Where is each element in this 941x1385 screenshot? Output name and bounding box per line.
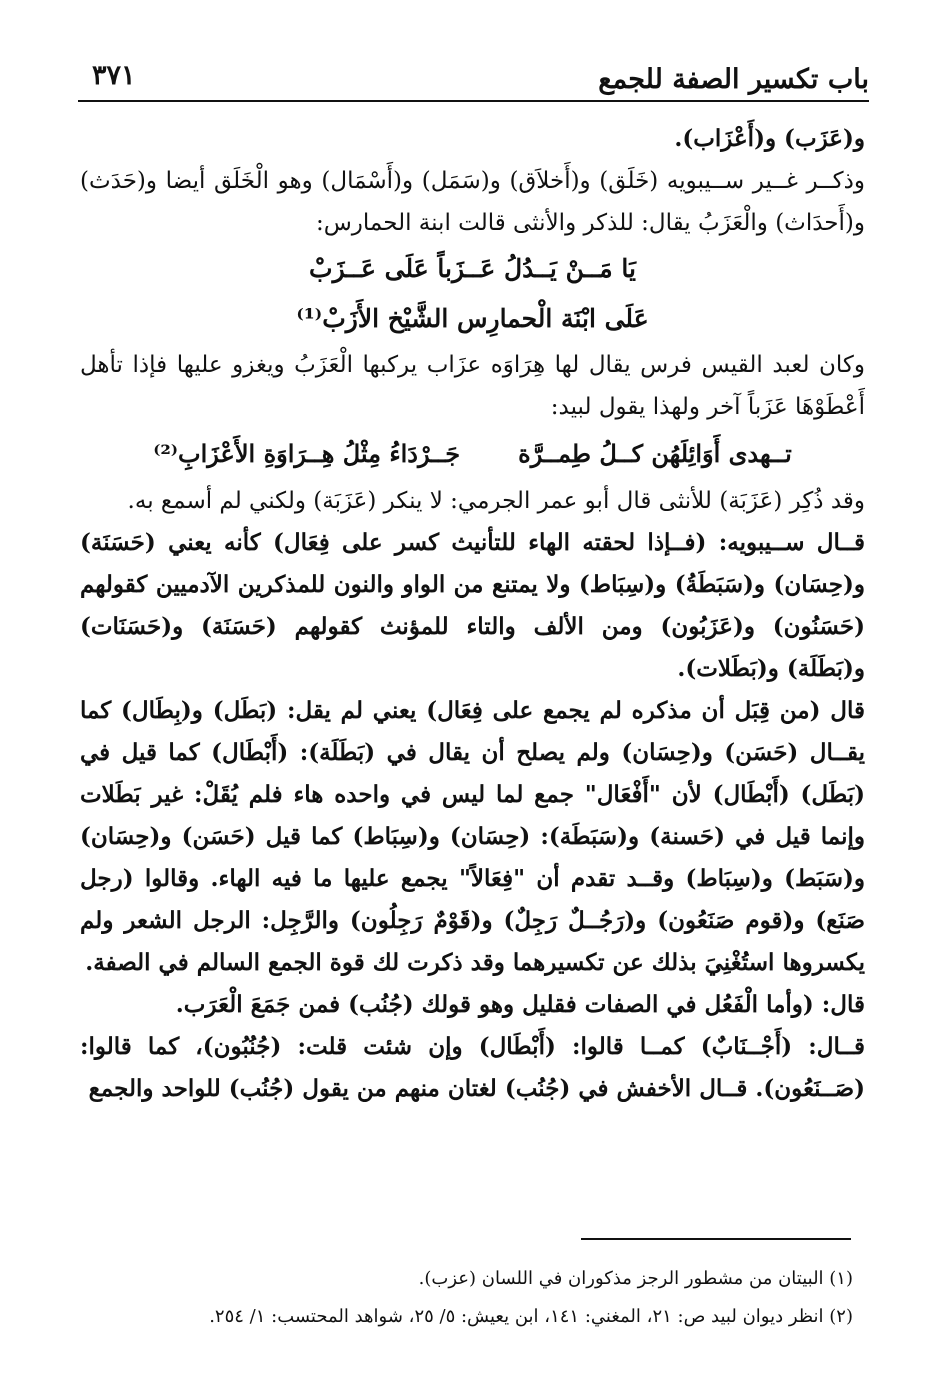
verse-2-first-hemistich: تــهدى أَوَائِلَهُن كــلُ طِمــرَّة — [518, 439, 792, 468]
paragraph-2: وذكــر غــير ســيبويه (خَلَق) و(أَخلاَق) و(سَمَل) و(أَسْمَال) وهو الْخَلَق أيضا و(حَدَث) و(أَحدَاث) والْعَزَبُ يقال: للذكر والأنثى قالت ابنة الحمارس: — [80, 168, 865, 236]
main-text — [80, 118, 865, 1110]
page-number: ٣٧١ — [92, 60, 136, 91]
paragraph-4: وقد ذُكِر (عَزَبَة) للأنثى قال أبو عمر الجرمي: لا ينكر (عَزَبَة) ولكني لم أسمع به. — [127, 488, 865, 514]
paragraph-8: قــال: (أَجْــنَابٌ) كمــا قالوا: (أَبْطَال) وإن شئت قلت: (جُنُبُون)، كما قالوا: (صَــنَعُون). قــال الأخفش في (جُنُب) لغتان منهم من يقول (جُنُب) للواحد والجمع — [80, 1033, 865, 1102]
page-header — [78, 50, 869, 102]
footnotes — [80, 1260, 853, 1336]
verse-2 — [80, 428, 865, 480]
verse-1-line-1: يَا مَــنْ يَــدُلُ عَــزَباً عَلَى عَــزَبْ — [309, 254, 636, 283]
paragraph-7: قال: (وأما الْفَعُل في الصفات فقليل وهو قولك (جُنُب) فمن جَمَعَ الْعَرَب. — [175, 991, 865, 1018]
footnote-1: (١) البيتان من مشطور الرجز مذكوران في اللسان (عزب). — [418, 1268, 853, 1289]
header-rule — [78, 100, 869, 102]
verse-1-line-2: عَلَى ابْنَة الْحمارِس الشَّيْخ الأَزَبْ⁽¹⁾ — [296, 304, 649, 333]
footnote-2: (٢) انظر ديوان لبيد ص: ٢١، المغني: ١٤١، ابن يعيش: ٥/ ٢٥، شواهد المحتسب: ١/ ٢٥٤. — [209, 1306, 853, 1327]
verse-2-second-hemistich: جَــرْدَاءُ مِثْلُ هِــرَاوَةِ الأَعْزَابِ⁽²⁾ — [153, 439, 461, 468]
running-title: باب تكسير الصفة للجمع — [598, 64, 869, 95]
paragraph-3: وكان لعبد القيس فرس يقال لها هِرَاوَه عزَاب يركبها الْعَزَبُ ويغزو عليها فإذا تأهل أَعْطَوْهَا عَزَباً آخر ولهذا يقول لبيد: — [80, 352, 865, 420]
paragraph-1: و(عَزَب) و(أَعْزَاب). — [674, 125, 865, 152]
footnote-rule — [581, 1238, 851, 1240]
paragraph-5: قــال ســيبويه: (فــإذا لحقته الهاء للتأنيث كسر على فِعَال) كأنه يعني (حَسَنَة) و(حِسَان) و(سَبَطَةُ) و(سِبَاط) ولا يمتنع من الواو والنون للمذكرين الآدميين كقولهم (حَسَنُون) و(عَزَبُون) ومن الألف والتاء للمؤنث كقولهم (حَسَنَة) و(حَسَنَات) و(بَطَلَة) و(بَطَلات). — [80, 529, 865, 682]
paragraph-6: قال (من قِبَل أن مذكره لم يجمع على فِعَال) يعني لم يقل: (بَطَل) و(بِطَال) كما يقــال (حَسَن) و(حِسَان) ولم يصلح أن يقال في (بَطَلَة): (أَبْطَال) كما قيل في (بَطَل) (أَبْطَال) لأن "أَفْعَال" جمع لما ليس في واحده هاء فلم يُقَلْ: غير بَطَلات وإنما قيل في (حَسنة) و(سَبَطَة): (حِسَان) و(سِبَاط) كما قيل (حَسَن) و(حِسَان) و(سَبَط) و(سِبَاط) وقــد تقدم أن "فِعَالاً" يجمع عليها ما فيه الهاء. وقالوا (رجل صَنَع) و(قوم صَنَعُون) و(رَجُــلٌ رَجِلٌ) و(قَوْمٌ رَجِلُون) والرَّجِل: الرجل الشعر ولم يكسروها استُغْنِيَ بذلك عن تكسيرهما وقد ذكرت لك قوة الجمع السالم في الصفة. — [80, 697, 865, 976]
